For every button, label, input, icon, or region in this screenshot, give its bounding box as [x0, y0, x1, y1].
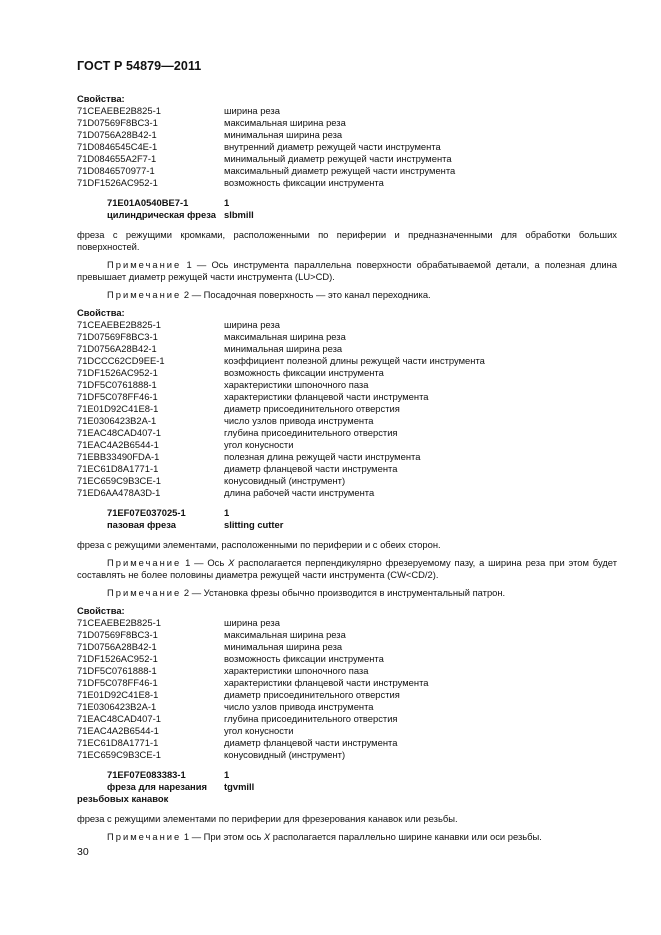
property-description: характеристики фланцевой части инструмента: [224, 391, 429, 402]
property-code: 71D0846545C4E-1: [77, 141, 158, 152]
property-description: характеристики фланцевой части инструмента: [224, 677, 429, 688]
property-description: максимальная ширина реза: [224, 629, 346, 640]
property-row: [77, 439, 617, 451]
property-row: [77, 653, 617, 665]
property-row: [77, 427, 617, 439]
property-code: 71EBB33490FDA-1: [77, 451, 160, 462]
note-label: Примечание: [107, 557, 182, 568]
entry-header: [77, 197, 617, 221]
property-row: [77, 355, 617, 367]
property-code: 71D07569F8BC3-1: [77, 117, 158, 128]
property-row: [77, 641, 617, 653]
property-description: число узлов привода инструмента: [224, 701, 374, 712]
entry-code: slbmill: [224, 209, 254, 220]
entry-name: фреза для нарезания: [107, 781, 207, 792]
property-code: 71CEAEBE2B825-1: [77, 319, 161, 330]
entry-name-continuation: резьбовых канавок: [77, 793, 169, 804]
property-description: ширина реза: [224, 319, 280, 330]
entry-count: 1: [224, 197, 230, 208]
property-description: конусовидный (инструмент): [224, 749, 346, 760]
entry-count: 1: [224, 769, 230, 780]
property-code: 71D07569F8BC3-1: [77, 331, 158, 342]
property-code: 71DF5C0761888-1: [77, 379, 157, 390]
property-description: диаметр фланцевой части инструмента: [224, 737, 398, 748]
property-description: длина рабочей части инструмента: [224, 487, 375, 498]
entry-code: tgvmill: [224, 781, 255, 792]
property-description: угол конусности: [224, 439, 294, 450]
property-row: [77, 331, 617, 343]
property-code: 71DF1526AC952-1: [77, 653, 158, 664]
property-code: 71D0756A28B42-1: [77, 343, 157, 354]
property-row: [77, 379, 617, 391]
property-row: [77, 141, 617, 153]
properties-title: Свойства:: [77, 93, 125, 104]
entry-description: фреза с режущими элементами по периферии для фрезерования канавок или резьбы.: [77, 813, 458, 824]
property-description: ширина реза: [224, 105, 280, 116]
note-text: 1 — Ось инструмента параллельна поверхности обрабатываемой детали, а полезная длина превышает диаметр режущей части инструмента (LU>CD).: [77, 259, 617, 282]
note-text: 2 — Установка фрезы обычно производится в инструментальный патрон.: [181, 587, 506, 598]
property-code: 71EAC4A2B6544-1: [77, 439, 159, 450]
property-row: [77, 319, 617, 331]
property-row: [77, 713, 617, 725]
property-row: [77, 451, 617, 463]
entry-header: [77, 507, 617, 531]
property-description: диаметр фланцевой части инструмента: [224, 463, 398, 474]
property-row: [77, 153, 617, 165]
entry-name: цилиндрическая фреза: [107, 209, 216, 220]
properties-list: [77, 105, 617, 189]
property-row: [77, 177, 617, 189]
entry-header: [77, 769, 617, 805]
property-code: 71EAC4A2B6544-1: [77, 725, 159, 736]
property-row: [77, 725, 617, 737]
property-code: 71E01D92C41E8-1: [77, 403, 159, 414]
property-description: диаметр присоединительного отверстия: [224, 689, 400, 700]
property-description: число узлов привода инструмента: [224, 415, 374, 426]
property-description: глубина присоединительного отверстия: [224, 427, 398, 438]
property-code: 71DF5C078FF46-1: [77, 391, 158, 402]
property-description: максимальный диаметр режущей части инструмента: [224, 165, 456, 176]
property-description: минимальная ширина реза: [224, 129, 343, 140]
entry-description: фреза с режущими элементами, расположенными по периферии и с обеих сторон.: [77, 539, 441, 550]
note: [77, 289, 617, 301]
property-code: 71D07569F8BC3-1: [77, 629, 158, 640]
property-code: 71CEAEBE2B825-1: [77, 617, 161, 628]
property-description: возможность фиксации инструмента: [224, 653, 384, 664]
note: [77, 557, 617, 581]
property-description: диаметр присоединительного отверстия: [224, 403, 400, 414]
property-description: минимальная ширина реза: [224, 641, 343, 652]
property-row: [77, 737, 617, 749]
property-code: 71EC659C9B3CE-1: [77, 749, 161, 760]
property-code: 71CEAEBE2B825-1: [77, 105, 161, 116]
property-code: 71D0756A28B42-1: [77, 129, 157, 140]
properties-title: Свойства:: [77, 605, 125, 616]
page-number: 30: [77, 846, 89, 858]
entry-id: 71EF07E083383-1: [107, 769, 186, 780]
property-row: [77, 463, 617, 475]
property-code: 71DCCC62CD9EE-1: [77, 355, 165, 366]
property-code: 71EC61D8A1771-1: [77, 463, 159, 474]
property-code: 71EAC48CAD407-1: [77, 713, 161, 724]
properties-list: [77, 319, 617, 499]
entry-description: фреза с режущими кромками, расположенными по периферии и предназначенными для обработки больших поверхностей.: [77, 229, 617, 252]
entry-id: 71E01A0540BE7-1: [107, 197, 189, 208]
property-row: [77, 391, 617, 403]
entry-name: пазовая фреза: [107, 519, 176, 530]
property-description: минимальный диаметр режущей части инструмента: [224, 153, 452, 164]
property-row: [77, 677, 617, 689]
property-row: [77, 129, 617, 141]
property-code: 71E0306423B2A-1: [77, 415, 157, 426]
property-description: характеристики шпоночного паза: [224, 379, 369, 390]
property-row: [77, 689, 617, 701]
note: [77, 587, 617, 599]
property-row: [77, 629, 617, 641]
property-code: 71DF1526AC952-1: [77, 367, 158, 378]
property-row: [77, 117, 617, 129]
property-row: [77, 749, 617, 761]
property-description: минимальная ширина реза: [224, 343, 343, 354]
property-code: 71D084655A2F7-1: [77, 153, 157, 164]
property-row: [77, 367, 617, 379]
entry-id: 71EF07E037025-1: [107, 507, 186, 518]
property-description: коэффициент полезной длины режущей части инструмента: [224, 355, 485, 366]
property-description: глубина присоединительного отверстия: [224, 713, 398, 724]
property-description: конусовидный (инструмент): [224, 475, 346, 486]
note-text: 1 — Ось: [181, 557, 229, 568]
note-label: Примечание: [107, 831, 182, 842]
property-code: 71D0846570977-1: [77, 165, 155, 176]
property-row: [77, 665, 617, 677]
property-row: [77, 105, 617, 117]
property-description: угол конусности: [224, 725, 294, 736]
property-row: [77, 343, 617, 355]
note-axis: X: [228, 557, 235, 568]
property-code: 71D0756A28B42-1: [77, 641, 157, 652]
property-row: [77, 701, 617, 713]
note-text: располагается перпендикулярно фрезеруемому пазу, а ширина реза при этом будет составлять не более половины диаметра режущей части инструмента (CW<CD/2).: [77, 557, 617, 580]
property-row: [77, 415, 617, 427]
note: [77, 831, 617, 843]
property-description: внутренний диаметр режущей части инструмента: [224, 141, 441, 152]
property-row: [77, 617, 617, 629]
property-description: полезная длина режущей части инструмента: [224, 451, 421, 462]
property-description: характеристики шпоночного паза: [224, 665, 369, 676]
note-text: 1 — При этом ось: [181, 831, 264, 842]
note: [77, 259, 617, 283]
property-row: [77, 165, 617, 177]
property-row: [77, 475, 617, 487]
property-code: 71DF5C0761888-1: [77, 665, 157, 676]
property-code: 71EC61D8A1771-1: [77, 737, 159, 748]
document-header: ГОСТ Р 54879—2011: [77, 59, 202, 73]
property-description: максимальная ширина реза: [224, 331, 346, 342]
property-description: возможность фиксации инструмента: [224, 367, 384, 378]
property-code: 71EAC48CAD407-1: [77, 427, 161, 438]
entry-count: 1: [224, 507, 230, 518]
property-code: 71E0306423B2A-1: [77, 701, 157, 712]
property-code: 71E01D92C41E8-1: [77, 689, 159, 700]
property-description: возможность фиксации инструмента: [224, 177, 384, 188]
note-label: Примечание: [107, 289, 182, 300]
property-code: 71DF1526AC952-1: [77, 177, 158, 188]
property-code: 71EC659C9B3CE-1: [77, 475, 161, 486]
property-code: 71DF5C078FF46-1: [77, 677, 158, 688]
property-row: [77, 487, 617, 499]
property-row: [77, 403, 617, 415]
note-label: Примечание: [107, 587, 182, 598]
property-description: ширина реза: [224, 617, 280, 628]
entry-code: slitting cutter: [224, 519, 284, 530]
note-axis: X: [263, 831, 271, 842]
property-description: максимальная ширина реза: [224, 117, 346, 128]
properties-list: [77, 617, 617, 761]
note-text: располагается параллельно ширине канавки или оси резьбы.: [270, 831, 542, 842]
properties-title: Свойства:: [77, 307, 125, 318]
property-code: 71ED6AA478A3D-1: [77, 487, 161, 498]
note-label: Примечание: [107, 259, 182, 270]
note-text: 2 — Посадочная поверхность — это канал переходника.: [181, 289, 431, 300]
document-body: [77, 93, 617, 843]
